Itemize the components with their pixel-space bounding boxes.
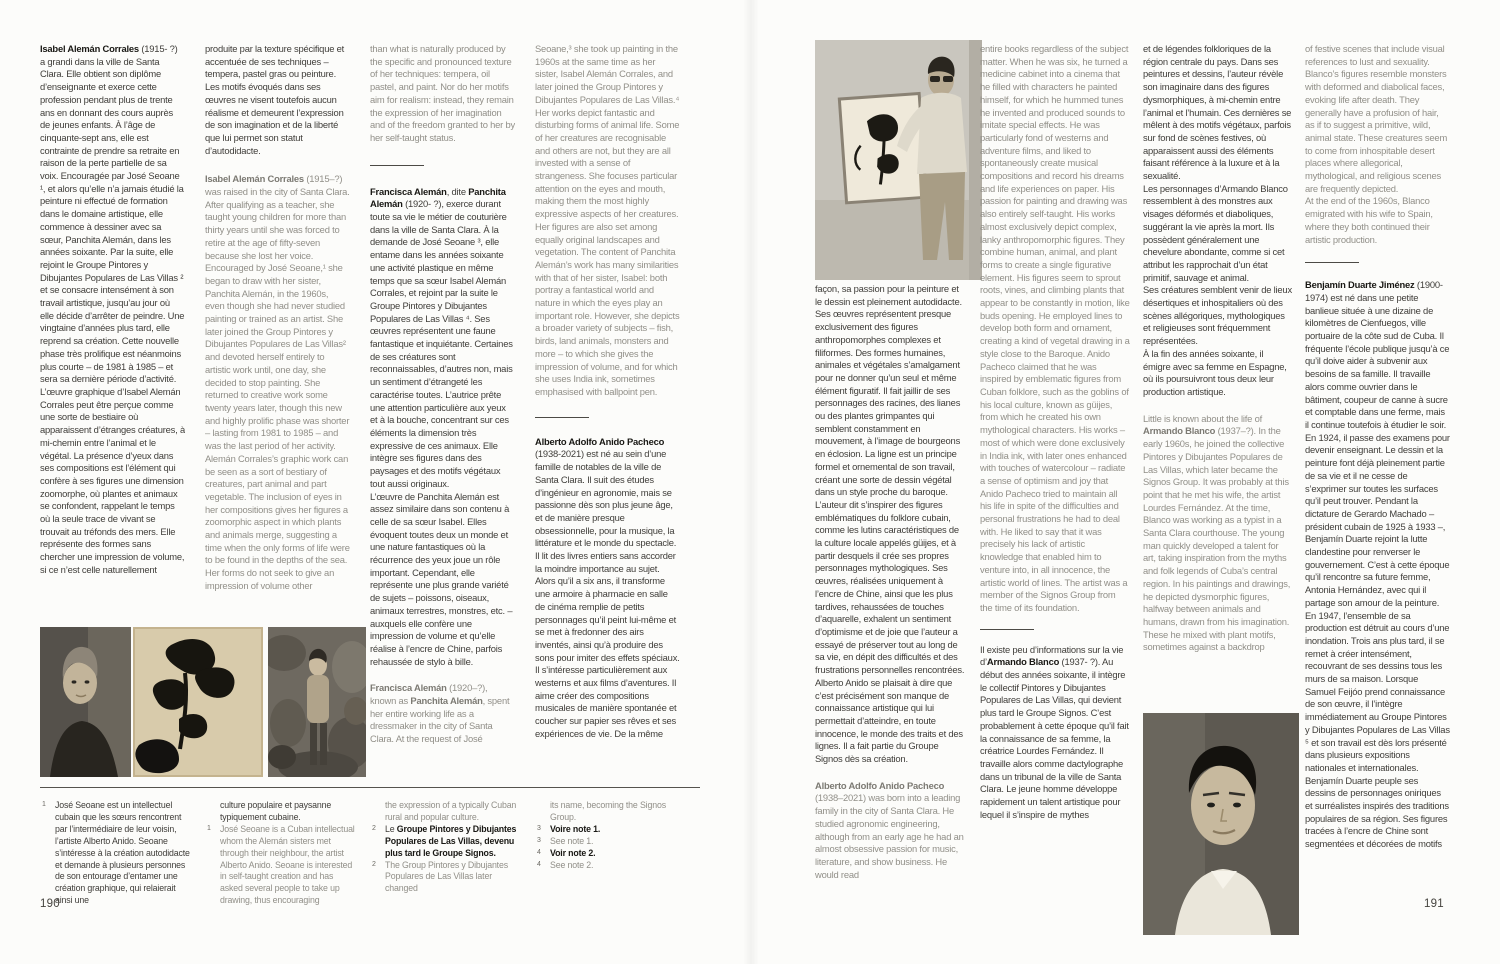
photo-person-in-foliage-image: [268, 627, 366, 777]
footnote-column-1: 1 José Seoane est un intellectuel cubain que les sœurs rencontrent par l’intermédiaire de leur voisin, l’artiste Alberto Anido. Seoane s’intéresse à la création autodidacte et demande à plusieurs personnes de son entourage d’entamer une création graphique, qui relaierait ainsi une: [42, 800, 190, 906]
footnote-column-3: the expression of a typically Cuban rural and popular culture. 2 Le Groupe Pintores y Dibujantes Populares de Las Villas, devenu plus tard le Groupe Signos. 2 The Group Pintores y Dibujantes Populares de Las Villas later changed: [372, 800, 517, 894]
footnote-column-2: culture populaire et paysanne typiquement cubaine. 1 José Seoane is a Cuban intellectual whom the Alemán sisters met through their neighbour, the artist Alberto Anido. Seoane is interested in self-taught creation and has asked several people to take up drawing, thus encouraging: [207, 800, 355, 906]
page-fold-gutter: [743, 0, 759, 964]
page-number-left: 190: [40, 898, 60, 910]
footnote-column-4: its name, becoming the Signos Group. 3 Voire note 1. 3 See note 1. 4 Voir note 2. 4 See note 2.: [537, 800, 666, 870]
left-column-1: Isabel Alemán Corrales (1915- ?) a grandi dans la ville de Santa Clara. Elle obtient son diplôme d’enseignante et exerce cette profession pendant plus de trente ans en donnant des cours auprès de jeunes enfants. À l’âge de cinquante-sept ans, elle est contrainte de prendre sa retraite en raison de la perte partielle de sa voix. Encouragée par José Seoane ¹, et alors qu’elle n’a jamais étudié la peinture ni effectué de formation dans le domaine artistique, elle commence à dessiner avec sa sœur, Panchita Alemán, dans les années soixante. Par la suite, elle rejoint le Groupe Pintores y Dibujantes Populares de Las Villas ² et se consacre intensément à son travail artistique, jusqu’au jour où elle décide d’arrêter de peindre. Une vingtaine d’années plus tard, elle reprend sa création. Cette nouvelle phase très prolifique est néanmoins plus courte – de 1981 à 1985 – et sera sa dernière période d’activité. L’œuvre graphique d’Isabel Alemán Corrales peut être perçue comme une sorte de bestiaire où apparaissent d’étranges créatures, à mi-chemin entre l’animal et le végétal. La présence d’yeux dans ses compositions est l’élément qui confère à ses figures une dimension zoomorphe, où plantes et animaux se confondent, rappelant le temps où la seule trace de vivant se trouvait au tréfonds des mers. Elle représente des formes sans chercher une impression de volume, si ce n’est celle naturellement: [40, 43, 185, 575]
page-number-right: 191: [1424, 898, 1444, 910]
right-column-4: of festive scenes that include visual references to lust and sexuality. Blanco’s figures resemble monsters with deformed and diabolical faces, evoking life after death. They generally have a profusion of hair, as if to suggest a primitive, wild, animal state. These creatures seem to come from inhospitable desert places where allegorical, mythological, and religious scenes are frequently depicted. At the end of the 1960s, Blanco emigrated with his wife to Spain, where they both continued their artistic production. Benjamín Duarte Jiménez (1900-1974) est né dans une petite banlieue située à une dizaine de kilomètres de Cienfuegos, ville portuaire de la côte sud de Cuba. Il fréquente l’école publique jusqu’à ce qu’il doive aider à subvenir aux besoins de sa famille. Il travaille alors comme ouvrier dans le bâtiment, coupeur de canne à sucre et comptable dans une ferme, mais il continue toutefois à étudier le soir. En 1924, il passe des examens pour devenir enseignant. Le dessin et la peinture font déjà pleinement partie de sa vie et il ne cesse de s’exprimer sur toutes les surfaces qu’il peut trouver. Pendant la dictature de Gerardo Machado – président cubain de 1925 à 1933 –, Benjamín Duarte rejoint la lutte clandestine pour renverser le gouvernement. C’est à cette époque qu’il rencontre sa future femme, Antonia Hernández, avec qui il partage son amour de la peinture. En 1947, l’ensemble de sa production est détruit au cours d’une inondation. Trois ans plus tard, il se remet à créer intensément, recouvrant de ses dessins tous les murs de sa maison. Lorsque Samuel Feijóo prend connaissance de son œuvre, il l’intègre immédiatement au Groupe Pintores y Dibujantes Populares de Las Villas ⁵ et son travail est dès lors présenté dans plusieurs expositions nationales et internationales. Benjamín Duarte peuple ses dessins de personnages oniriques et surréalistes inspirés des traditions populaires de sa région. Ses figures tracées à l’encre de Chine sont segmentées et décorées de motifs: [1305, 43, 1450, 850]
photo-man-holding-artwork-image: [815, 40, 982, 280]
right-column-1: façon, sa passion pour la peinture et le dessin est pleinement autodidacte. Ses œuvres représentent presque exclusivement des figures anthropomorphes complexes et filiformes. Des formes humaines, animales et végétales s’amalgament pour ne donner qu’un seul et même élément figuratif. Il fait jaillir de ses personnages des racines, des lianes ou des plantes grimpantes qui semblent constamment en mouvement, à l’image de bourgeons en éclosion. La ligne est un principe formel et ornemental de son travail, créant une sorte de dessin végétal dans un style proche du baroque. L’auteur dit s’inspirer des figures emblématiques du folklore cubain, comme les lutins caractéristiques de la culture locale appelés güijes, et à partir desquels il crée ses propres personnages mythologiques. Ses œuvres, réalisées uniquement à l’encre de Chine, ainsi que les plus tardives, rehaussées de touches d’aquarelle, exhalent un sentiment d’optimisme et de joie que l’auteur a essayé de préserver tout au long de sa vie, en dépit des difficultés et des frustrations personnelles rencontrées. Alberto Anido se plaisait à dire que c’est précisément son manque de connaissance artistique qui lui permettait d’atteindre, en toute innocence, le monde des traits et des lignes. Il a fait partie du Groupe Signos dès sa création. Alberto Adolfo Anido Pacheco (1938–2021) was born into a leading family in the city of Santa Clara. He studied agronomic engineering, although from an early age he had an almost obsessive passion for music, literature, and show business. He would read: [815, 283, 965, 880]
right-column-3: et de légendes folkloriques de la région centrale du pays. Dans ses peintures et dessins, l’auteur révèle son imaginaire dans des figures dysmorphiques, à mi-chemin entre l’animal et l’humain. Ces dernières se mêlent à des motifs végétaux, parfois sur fond de scènes festives, où apparaissent aussi des éléments faisant référence à la luxure et à la sexualité. Les personnages d’Armando Blanco ressemblent à des monstres aux visages déformés et diaboliques, suggérant la vie après la mort. Ils possèdent généralement une chevelure abondante, comme si cet attribut les rapprochait d’un état primitif, sauvage et animal. Ses créatures semblent venir de lieux désertiques et inhospitaliers où des scènes allégoriques, mythologiques et religieuses sont fréquemment représentées. À la fin des années soixante, il émigre avec sa femme en Espagne, où ils poursuivront tous deux leur production artistique. Little is known about the life of Armando Blanco (1937–?). In the early 1960s, he joined the collective Pintores y Dibujantes Populares de Las Villas, which later became the Signos Group. It was probably at this point that he met his wife, the artist Lourdes Fernández. At the time, Blanco was working as a typist in a Santa Clara courthouse. The young man quickly developed a talent for art, taking inspiration from the myths and folk legends of Cuba’s central region. In his paintings and drawings, he depicted dysmorphic figures, halfway between animals and humans, drawn from his imagination. These he mixed with plant motifs, sometimes against a backdrop: [1143, 43, 1292, 653]
left-column-4: Seoane,³ she took up painting in the 1960s at the same time as her sister, Isabel Alemán Corrales, and later joined the Group Pintores y Dibujantes Populares de Las Villas.⁴ Her works depict fantastic and disturbing forms of animal life. Some of her creatures are recognisable and others are not, but they are all invested with a sense of strangeness. She focuses particular attention on the eyes and mouth, making them the most highly expressive aspects of her creatures. Her figures are also set among equally original landscapes and vegetation. The content of Panchita Alemán’s work has many similarities with that of her sister, Isabel: both portray a fantastical world and nature in which the eyes play an important role. However, she depicts a broader variety of subjects – fish, birds, land animals, monsters and more – to which she gives the impression of volume, and for which she uses India ink, sometimes emphasised with ballpoint pen. Alberto Adolfo Anido Pacheco (1938-2021) est né au sein d’une famille de notables de la ville de Santa Clara. Il suit des études d’ingénieur en agronomie, mais se passionne dès son plus jeune âge, et de manière presque obsessionnelle, pour la musique, la littérature et le monde du spectacle. Il lit des livres entiers sans accorder la moindre importance au sujet. Alors qu’il a six ans, il transforme une armoire à pharmacie en salle de cinéma remplie de petits personnages qu’il peint lui-même et se met à fredonner des airs inventés, ainsi qu’à produire des sons pour imiter des effets spéciaux. Il s’intéresse particulièrement aux westerns et aux films d’aventures. Il aime créer des compositions musicales de manière spontanée et coucher sur papier ses rêves et ses expériences de vie. De la même: [535, 43, 680, 739]
ink-drawing-artwork-image: [133, 627, 263, 777]
photo-man-portrait-image: [1143, 713, 1299, 935]
right-column-2: entire books regardless of the subject matter. When he was six, he turned a medicine cabinet into a cinema that he filled with characters he painted himself, for which he hummed tunes he invented and produced sounds to imitate special effects. He was particularly fond of westerns and adventure films, and liked to spontaneously create musical compositions and record his dreams and life experiences on paper. His passion for painting and drawing was also entirely self-taught. His works almost exclusively depict complex, lanky anthropomorphic figures. They combine human, animal, and plant forms to create a single figurative element. His figures seem to sprout roots, vines, and climbing plants that appear to be constantly in motion, like buds opening. He employed lines to develop both form and ornament, creating a kind of vegetal drawing in a style close to the Baroque. Anido Pacheco claimed that he was inspired by emblematic figures from Cuban folklore, such as the goblins of his local culture, known as güijes, from which he created his own mythological characters. His works – most of which were done exclusively in India ink, with later ones enhanced with touches of watercolour – radiate a sense of optimism and joy that Anido Pacheco tried to maintain all his life in spite of the difficulties and personal frustrations he had to deal with. He liked to say that it was precisely his lack of artistic knowledge that enabled him to venture into, in all innocence, the artistic world of lines. The artist was a member of the Signos Group from the time of its foundation. Il existe peu d’informations sur la vie d’Armando Blanco (1937- ?). Au début des années soixante, il intègre le collectif Pintores y Dibujantes Populares de Las Villas, qui devient plus tard le Groupe Signos. C’est probablement à cette époque qu’il fait la connaissance de sa femme, la créatrice Lourdes Fernández. Il travaille alors comme dactylographe dans un tribunal de la ville de Santa Clara. Le jeune homme développe rapidement un talent artistique pour lequel il s’inspire de mythes: [980, 43, 1130, 820]
footnote-divider: [40, 787, 700, 788]
left-column-3: than what is naturally produced by the specific and pronounced texture of her techniques: tempera, oil pastel, and paint. Nor do her motifs aim for realism: instead, they remain the expression of her imagination and of the freedom granted to her by her self-taught status. Francisca Alemán, dite Panchita Alemán (1920- ?), exerce durant toute sa vie le métier de couturière dans la ville de Santa Clara. À la demande de José Seoane ³, elle entame dans les années soixante une activité plastique en même temps que sa sœur Isabel Alemán Corrales, et rejoint par la suite le Groupe Pintores y Dibujantes Populares de Las Villas ⁴. Ses œuvres représentent une faune fantastique et inquiétante. Certaines de ses créatures sont reconnaissables, d’autres non, mais un sentiment d’étrangeté les caractérise toutes. L’autrice prête une attention particulière aux yeux et à la bouche, concentrant sur ces éléments la dimension très expressive de ces animaux. Elle intègre ses figures dans des paysages et des motifs végétaux tout aussi originaux. L’œuvre de Panchita Alemán est assez similaire dans son contenu à celle de sa sœur Isabel. Elles évoquent toutes deux un monde et une nature fantastiques où la récurrence des yeux joue un rôle important. Cependant, elle représente une plus grande variété de sujets – poissons, oiseaux, animaux terrestres, monstres, etc. – auxquels elle confère une impression de volume et qu’elle réalise à l’encre de Chine, parfois rehaussée de stylo à bille. Francisca Alemán (1920–?), known as Panchita Alemán, spent her entire working life as a dressmaker in the city of Santa Clara. At the request of José: [370, 43, 515, 745]
left-column-2: produite par la texture spécifique et accentuée de ses techniques – tempera, pastel gras ou peinture. Les motifs évoqués dans ses œuvres ne visent toutefois aucun réalisme et demeurent l’expression de son imagination et de la liberté que lui permet son statut d’autodidacte. Isabel Alemán Corrales (1915–?) was raised in the city of Santa Clara. After qualifying as a teacher, she taught young children for more than thirty years until she was forced to retire at the age of fifty-seven because she lost her voice. Encouraged by José Seoane,¹ she began to draw with her sister, Panchita Alemán, in the 1960s, even though she had never studied painting or trained as an artist. She later joined the Group Pintores y Dibujantes Populares de Las Villas² and devoted herself entirely to artistic work until, one day, she decided to stop painting. She returned to creative work some twenty years later, though this new and highly prolific phase was shorter – lasting from 1981 to 1985 – and was the last period of her activity. Alemán Corrales’s graphic work can be seen as a sort of bestiary of creatures, part animal and part vegetable. The inclusion of eyes in her compositions gives her figures a zoomorphic aspect in which plants and animals merge, suggesting a time when the only forms of life were to be found in the depths of the sea. Her forms do not seek to give an impression of volume other: [205, 43, 350, 591]
photo-elderly-woman-image: [40, 627, 131, 777]
